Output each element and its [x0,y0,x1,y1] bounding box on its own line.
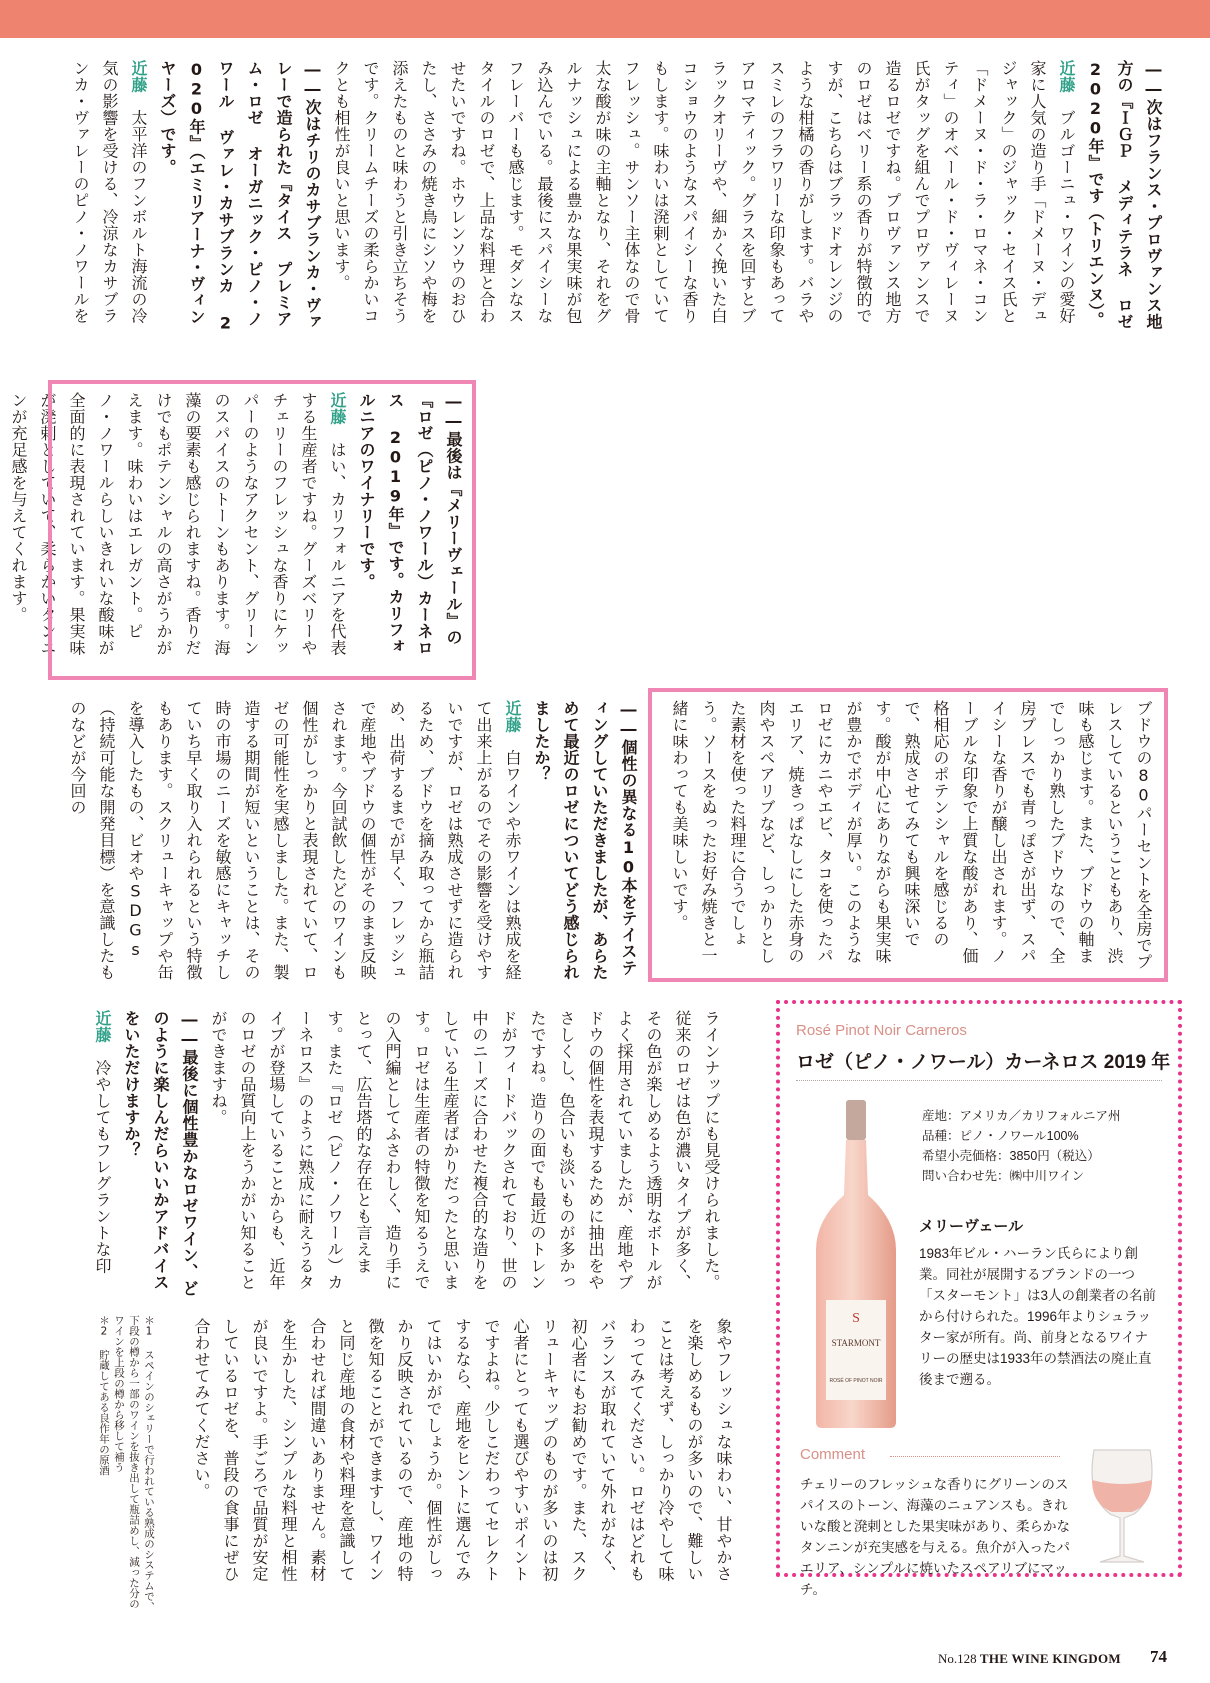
producer-name: メリーヴェール [919,1218,1024,1235]
speaker-label: 近藤 [503,700,522,733]
bottle-brand: STARMONT [831,1338,881,1348]
highlight-box-merryvale [48,380,476,680]
comment-divider [890,1456,1060,1457]
question-text: ――最後は『メリーヴェール』の『ロゼ（ピノ・ノワール）カーネロス 2019年』です。カリフォルニアのワイナリーです。 [357,392,463,656]
page-footer [938,1651,1121,1667]
producer-block [919,1216,1159,1390]
speaker-label: 近藤 [328,392,347,425]
answer-text: はい、カリフォルニアを代表する生産者ですね。グーズベリーやチェリーのフレッシュな香りにケッパーのようなアクセント、グリーンのスパイスのトーンもあります。海藻の要素も感じられますね。香りだけでもポテンシャルの高さがうかがえます。味わいはエレガント。ピノ・ノワールらしいきれいな酸味が全面的に表現されています。果実味が溌剌としていて、柔らかいタンニンが充足感を与えてくれます。 [9,392,347,656]
article-column-1 [58,60,1168,338]
top-color-bar [0,0,1210,38]
question-text: ――次はフランス・プロヴァンス地方の『ＩＧＰ メディテラネ ロゼ 2020年』です（トリエンヌ）。 [1086,60,1163,330]
speaker-label: 近藤 [129,60,148,93]
speaker-label: 近藤 [1057,60,1076,93]
wine-name-ja: ロゼ（ピノ・ノワール）カーネロス 2019 年 [796,1052,1171,1073]
answer-text: 太平洋のフンボルト海流の冷気の影響を受ける、冷涼なカサブランカ・ヴァレーのピノ・ノワールを [71,60,148,324]
interview-answer [88,1010,117,1302]
interview-answer [204,1010,726,1302]
interview-question [117,1010,204,1302]
answer-text: ブドウの80パーセントを全房でプレスしているということもあり、渋味も感じます。また、ブドウの軸までしっかり熟したブドウなので、全房プレスでも青っぽさが出ず、スパイシーな香りが醸し出されます。ノーブルな印象で上質な酸があり、価格相応のポテンシャルを感じるので、熟成させてみても興味深いです。酸が中心にありながらも果実味が豊かでボディが厚い。このようなロゼにカニやエビ、タコを使ったパエリア、焼きっぱなしにした赤身の肉やスペアリブなど、しっかりとした素材を使った料理に合うでしょう。ソースをぬったお好み焼きと一緒に味わっても美味しいです。 [670,700,1153,970]
interview-question [1081,60,1168,338]
spec-contact: 問い合わせ先：㈱中川ワイン [922,1169,1085,1183]
issue-number: No.128 [938,1651,977,1666]
highlight-box-fullcluster [648,688,1168,982]
question-text: ――個性の異なる10本をテイスティングしていただきましたが、あらためて最近のロゼについてどう感じられましたか？ [532,700,638,981]
wine-name-en: Rosé Pinot Noir Carneros [796,1022,967,1039]
producer-text: 1983年ビル・ハーラン氏らにより創業。同社が展開するブランドの一つ「スターモント」は3人の創業者の名前から付けられた。1996年よりシュラッター家が所有。尚、前身となるワイナリーの歴史は1933年の禁酒法の廃止直後まで遡る。 [919,1246,1157,1387]
wine-glass-image [1072,1444,1172,1569]
svg-text:S: S [852,1311,860,1326]
spec-origin: 産地：アメリカ／カリフォルニア州 [922,1109,1121,1123]
answer-text: ブルゴーニュ・ワインの愛好家に人気の造り手「ドメーヌ・デュジャック」のジャック・セイス氏と「ドメーヌ・ド・ラ・ロマネ・コンティ」のオベール・ド・ヴィレーヌ氏がタッグを組んでプロヴァンスで造るロゼですね。プロヴァンス地方のロゼはベリー系の香りが特徴的ですが、こちらはブラッドオレンジのような柑橘の香りがします。バラやスミレのフラワリーな印象もあってアロマティック。グラスを回すとブラックオリーヴや、細かく挽いた白コショウのようなスパイシーな香りもします。味わいは溌剌としていてフレッシュ。サンソー主体なので骨太な酸が味の主軸となり、それをグルナッシュによる豊かな果実味が包み込んでいる。最後にスパイシーなフレーバーも感じます。モダンなスタイルのロゼで、上品な料理と合わせたいですね。ホウレンソウのおひたし、ささみの焼き鳥にシソや梅を添えたものと味わうと引き立ちそうです。クリームチーズの柔らかいコクとも相性が良いと思います。 [332,60,1076,324]
interview-answer [327,60,1081,338]
question-text: ――最後に個性豊かなロゼワイン、どのように楽しんだらいいかアドバイスをいただけますか？ [122,1010,199,1297]
article-column-3 [48,700,643,990]
spec-variety: 品種：ピノ・ノワール100% [922,1129,1079,1143]
interview-question [153,60,327,338]
interview-answer [66,60,153,338]
answer-text: 冷やしてもフレグラントな印 [93,1043,112,1274]
wine-info-card [776,1000,1182,1597]
question-text: ――次はチリのカサブランカ・ヴァレーで造られた『タイス プレミアム・ロゼ オーガニック・ピノ・ノワール ヴァレ・カサブランカ 2020年』（エミリアーナ・ヴィンヤーズ）です。 [158,60,322,333]
magazine-name: THE WINE KINGDOM [979,1651,1121,1666]
comment-text: チェリーのフレッシュな香りにグリーンのスパイスのトーン、海藻のニュアンスも。きれいな酸と溌剌とした果実味があり、柔らかなタンニンが充実感を与える。魚介が入ったパエリア、シンプルに焼いたスペアリブにマッチ。 [800,1477,1070,1597]
speaker-label: 近藤 [93,1010,112,1043]
interview-answer [187,1318,738,1588]
answer-text: ラインナップにも見受けられました。従来のロゼは色が濃いタイプが多く、その色が楽しめるよう透明なボトルがよく採用されていましたが、産地やブドウの個性を表現するために抽出をやさしくし、色合いも淡いものが多かったですね。造りの面でも最近のトレンドがフィードバックされており、世の中のニーズに合わせた複合的な造りをしている生産者ばかりだったと思います。ロゼは生産者の特徴を知るうえでの入門編としてふさわしく、造り手にとって、広告塔的な存在とも言えます。また『ロゼ（ピノ・ノワール）カーネロス』のように熟成に耐えうるタイプが登場していることからも、近年のロゼの品質向上をうかがい知ることができますね。 [209,1010,721,1291]
wine-specs [922,1106,1121,1186]
article-column-4 [56,1010,726,1302]
spec-price: 希望小売価格：3850円（税込） [922,1149,1100,1163]
rose-bottle-image [808,1100,904,1430]
bottle-sub: ROSÉ OF PINOT NOIR [829,1378,883,1384]
page-number: 74 [1150,1647,1167,1666]
footnote-item: ＊1 スペインのシェリーで行われている熟成のシステムで、下段の樽から一部のワインを抜き出して瓶詰めし、減った分のワインを上段の樽から移して補う [113,1315,155,1612]
answer-text: 白ワインや赤ワインは熟成を経て出来上がるのでその影響を受けやすいですが、ロゼは熟成させずに造られるため、ブドウを摘み取ってから瓶詰め、出荷するまでが早く、フレッシュで産地やブドウの個性がそのまま反映されます。今回試飲したどのワインも個性がしっかりと表現されていて、ロゼの可能性を実感しました。また、製造する期間が短いということは、その時の市場のニーズを敏感にキャッチしていち早く取り入れられるという特徴もあります。スクリューキャップや缶を導入したもの、ビオやSDGs（持続可能な開発目標）を意識したものなどが今回の [68,700,522,981]
comment-label: Comment [800,1446,866,1463]
footnote-item: ＊2 貯蔵してある良作年の原酒 [98,1315,110,1476]
card-divider [796,1080,1162,1081]
article-column-4b [178,1318,738,1588]
answer-text: 象やフレッシュな味わい、甘やかさを楽しめるものが多いので、難しいことは考えず、しっかり冷やして味わってみてください。ロゼはどれもバランスが取れていて外れがなく、初心者にもお勧めです。また、スクリューキャップのものが多いのは初心者にとっても選びやすいポイントですよね。少しこだわってセレクトするなら、産地をヒントに選んでみてはいかがでしょうか。個性がしっかり反映されているので、産地の特徴を知ることができますし、ワインと同じ産地の食材や料理を意識して合わせれば間違いありません。素材を生かした、シンプルな料理と相性が良いですよ。手ごろで品質が安定しているロゼを、普段の食事にぜひ合わせてみてください。 [192,1318,733,1582]
footnotes [56,1315,156,1615]
interview-answer [63,700,527,990]
interview-question [527,700,643,990]
